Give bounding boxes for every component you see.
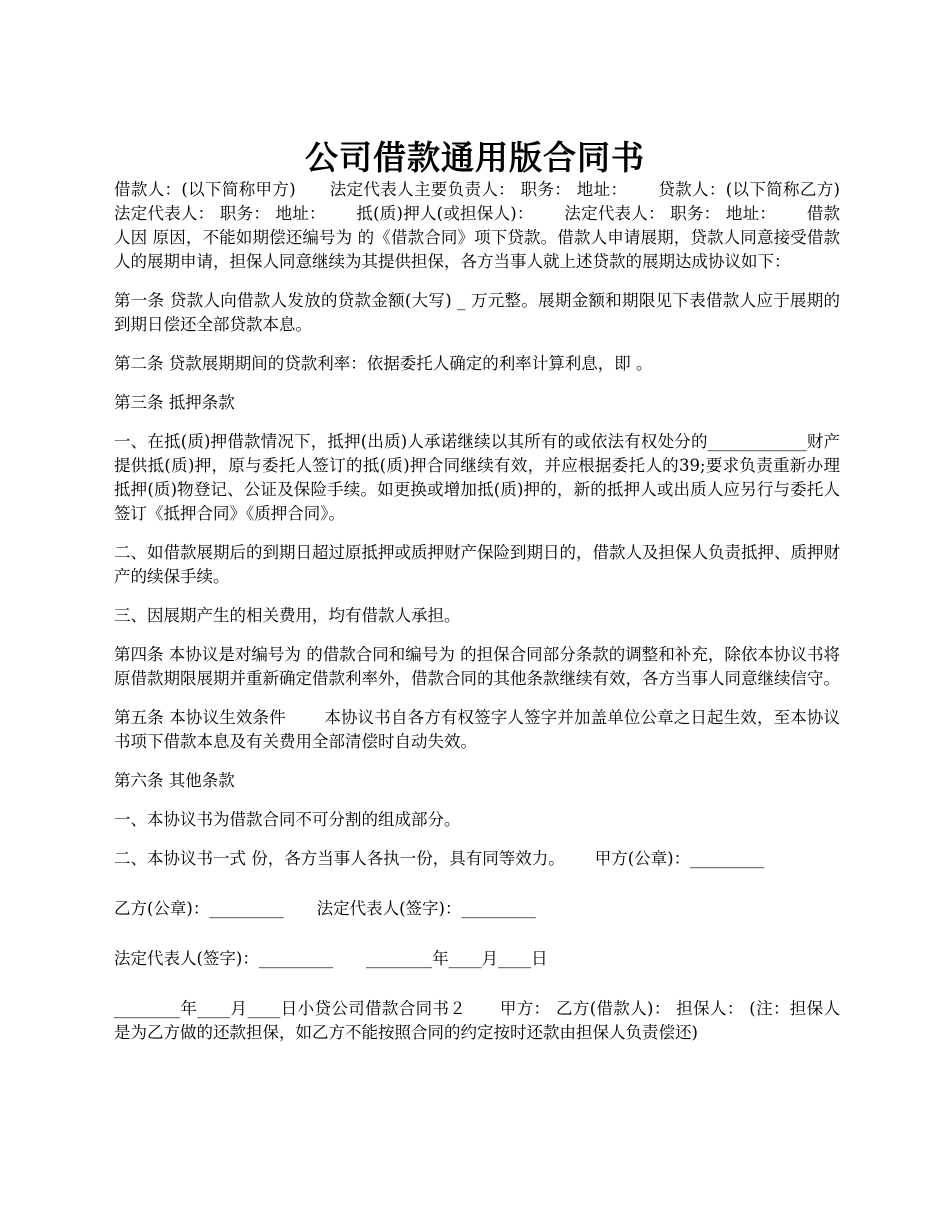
article-3-clause-1: 一、在抵(质)押借款情况下，抵押(出质)人承诺继续以其所有的或依法有权处分的____________财产提供抵(质)押，原与委托人签订的抵(质)押合同继续有效，并应根据委托人的39;要求负责重新办理抵押(质)物登记、公证及保险手续。如更换或增加抵(质)押的，新的抵押人或出质人应另行与委托人签订《抵押合同》《质押合同》。 [114,432,840,523]
document-title: 公司借款通用版合同书 [305,138,645,178]
article-5-paragraph: 第五条 本协议生效条件 本协议书自各方有权签字人签字并加盖单位公章之日起生效，至本协议书项下借款本息及有关费用全部清偿时自动失效。 [114,708,840,751]
second-contract-intro: ________年____月____日小贷公司借款合同书２ 甲方： 乙方(借款人)： 担保人： (注：担保人是为乙方做的还款担保，如乙方不能按照合同的约定按时还款由担保人负责偿还) [114,999,840,1042]
document-body [114,178,873,1060]
article-4-paragraph: 第四条 本协议是对编号为 的借款合同和编号为 的担保合同部分条款的调整和补充，除依本协议书将原借款期限展期并重新确定借款利率外，借款合同的其他条款继续有效，各方当事人同意继续信守。 [114,645,840,688]
article-3-clause-3: 三、因展期产生的相关费用，均有借款人承担。 [114,606,461,625]
article-6-heading: 第六条 其他条款 [114,771,235,790]
article-3-heading: 第三条 抵押条款 [114,393,235,412]
article-6-clause-1: 一、本协议书为借款合同不可分割的组成部分。 [114,810,461,829]
parties-paragraph: 借款人：(以下简称甲方) 法定代表人主要负责人： 职务： 地址： 贷款人：(以下简称乙方) 法定代表人： 职务： 地址： 抵(质)押人(或担保人)： 法定代表人： 职务： 地址： 借款人因 原因，不能如期偿还编号为 的《借款合同》项下贷款。借款人申请展期，贷款人同意接受借款人的展期申请，担保人同意继续为其提供担保，各方当事人就上述贷款的展期达成协议如下： [114,180,873,271]
article-3-clause-2: 二、如借款展期后的到期日超过原抵押或质押财产保险到期日的，借款人及担保人负责抵押、质押财产的续保手续。 [114,543,840,586]
article-1-paragraph: 第一条 贷款人向借款人发放的贷款金额(大写) _ 万元整。展期金额和期限见下表借款人应于展期的到期日偿还全部贷款本息。 [114,291,840,334]
signature-line-date: 法定代表人(签字)：_________ ________年____月____日 [114,949,548,968]
signature-line-party-b: 乙方(公章)：_________ 法定代表人(签字)：_________ [114,899,536,918]
article-2-paragraph: 第二条 贷款展期期间的贷款利率：依据委托人确定的利率计算利息，即 。 [114,354,653,373]
article-6-clause-2: 二、本协议书一式 份，各方当事人各执一份，具有同等效力。 甲方(公章)：_________ [114,849,765,868]
